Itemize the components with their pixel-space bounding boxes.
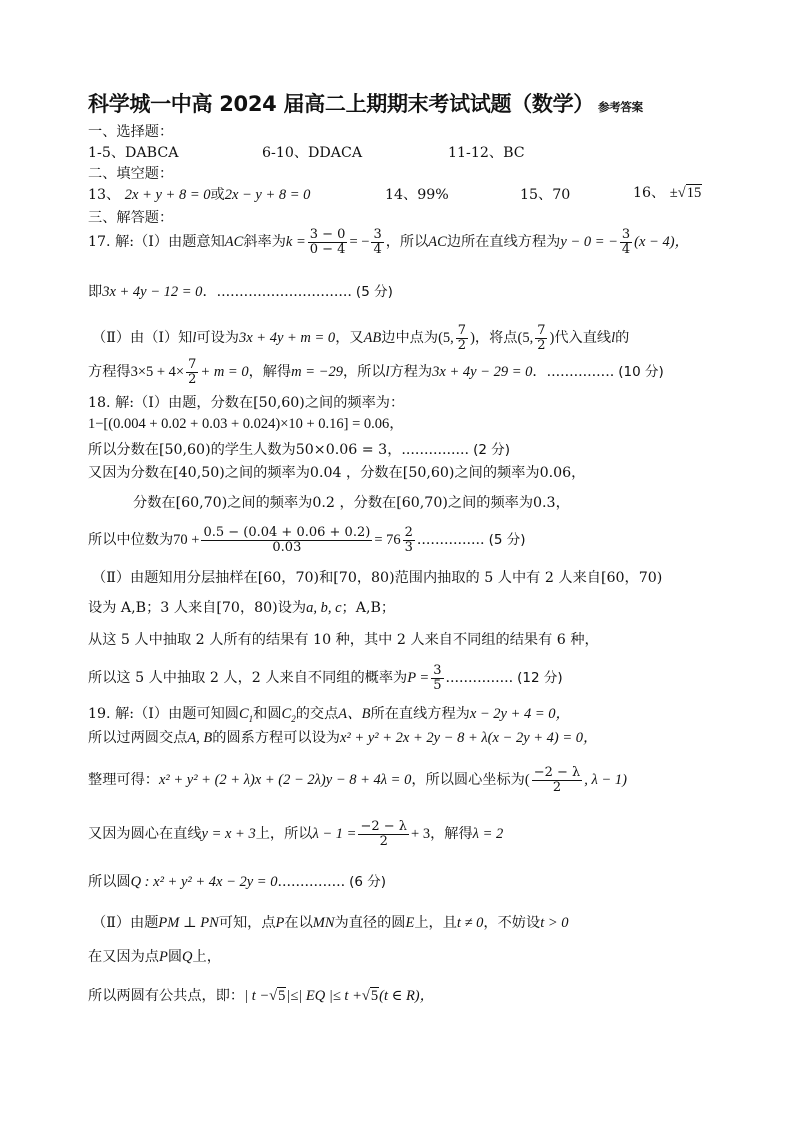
choice-answer-2: 6-10、DDACA — [262, 145, 363, 161]
q19-expr: x − 2y + 4 = 0， — [469, 706, 571, 722]
q17-text: ，解得 — [248, 364, 292, 381]
fill-answer-13 — [88, 184, 310, 204]
q17-text: 边所在直线方程为 — [446, 234, 561, 251]
numerator: −2 − λ — [533, 765, 581, 780]
q18-expr: 70 + — [173, 532, 200, 549]
q19-text: 上，且 — [414, 915, 457, 931]
q18-line-8 — [88, 597, 395, 617]
q19-expr: t > 0 — [540, 915, 569, 931]
denominator: 0 − 4 — [309, 241, 346, 257]
q18-line-6 — [88, 526, 525, 554]
q17-text: 17. 解:（Ⅰ）由题意知 — [88, 234, 225, 251]
q19-expr: PM ⊥ PN — [158, 915, 219, 931]
q17-var: l — [611, 330, 616, 347]
section-solve-heading: 三、解答题： — [88, 210, 174, 226]
q17-expr: (5, — [517, 330, 534, 347]
q19-text: 所以过两圆交点 — [88, 730, 188, 746]
q19-text: ，解得 — [430, 826, 473, 843]
numerator: 7 — [457, 323, 467, 338]
q19-text: 圆 — [167, 949, 183, 965]
numerator: 3 — [433, 663, 442, 678]
q17-text: 的 — [615, 330, 630, 347]
q19-var: Q — [182, 949, 193, 965]
denominator: 3 — [404, 539, 413, 555]
choice-answer-3: 11-12、BC — [448, 145, 525, 161]
q19-text: 所以圆 — [88, 874, 131, 890]
q17-var: AC — [428, 234, 447, 251]
q17-text: ，将点 — [474, 330, 518, 347]
q19-var: MN — [312, 915, 335, 931]
q19-var: P — [158, 949, 168, 965]
fill-16-label: 16、 — [633, 185, 666, 201]
q17-text: 代入直线 — [554, 330, 612, 347]
q17-text: 方程为 — [389, 364, 433, 381]
q19-text: 上， — [192, 949, 221, 965]
q19-text: ，所以圆心坐标为 — [411, 772, 525, 789]
q19-var: E — [405, 915, 415, 931]
fill-13-expr1: 2x + y + 8 = 0 — [124, 187, 211, 203]
numerator: 3 — [621, 227, 631, 242]
denominator: 0.03 — [272, 539, 302, 555]
q17-expr: ) — [470, 330, 475, 347]
q18-line-2: 1−[(0.004 + 0.02 + 0.03 + 0.024)×10 + 0.16] = 0.06， — [88, 416, 404, 432]
title-suffix: 参考答案 — [597, 100, 643, 114]
score-badge: (5 分) — [488, 532, 526, 549]
q17-text: （Ⅱ）由（Ⅰ）知 — [92, 330, 193, 347]
q19-var: A、B — [338, 706, 371, 722]
dots: ．............... — [532, 364, 615, 381]
q19-text: 又因为圆心在直线 — [88, 826, 202, 843]
q17-expr: 3x + 4y − 12 = 0 — [102, 284, 203, 300]
q19-var-letter: C — [238, 706, 249, 722]
q18-line-1: 18. 解:（Ⅰ）由题，分数在[50,60)之间的频率为： — [88, 395, 405, 411]
score-badge: (5 分) — [355, 284, 393, 300]
numerator: 7 — [537, 323, 546, 338]
title-main: 科学城一中高 2024 届高二上期期末考试试题（数学） — [88, 92, 594, 116]
dots: ............... — [416, 532, 485, 549]
sqrt-sign: √ — [361, 988, 370, 1004]
subscript-2: 2 — [291, 713, 296, 724]
q17-text: 可设为 — [196, 330, 239, 347]
numerator: 7 — [188, 357, 197, 372]
q19-sqrt-val: 5 — [370, 988, 379, 1004]
q17-var: l — [385, 364, 390, 381]
denominator: 4 — [373, 241, 382, 257]
q19-expr: | t − — [244, 988, 270, 1004]
q19-text: 在又因为点 — [88, 949, 159, 965]
q17-text: ，所以 — [385, 234, 429, 251]
q18-line-3 — [88, 438, 510, 459]
denominator: 2 — [188, 371, 197, 387]
q19-text: 和圆 — [253, 706, 282, 722]
q17-expr: = − — [349, 234, 370, 251]
q18-expr: P = — [407, 670, 430, 687]
subscript-1: 1 — [248, 713, 254, 724]
q19-expr: λ − 1 = — [312, 826, 357, 843]
q17-text: 方程得 — [88, 364, 131, 381]
q19-text: ，不妨设 — [483, 915, 541, 931]
q19-text: 整理可得： — [88, 772, 159, 789]
q19-expr: λ = 2 — [472, 826, 504, 843]
fraction — [308, 228, 348, 256]
q18-expr: a, b, c — [306, 600, 342, 616]
section-fill-heading: 二、填空题： — [88, 166, 174, 182]
dots: ............... — [445, 670, 514, 687]
dots: ............... — [277, 874, 346, 890]
q17-expr: ) — [549, 330, 555, 347]
fraction — [535, 324, 547, 352]
q19-line-5 — [88, 870, 386, 891]
q19-line-7 — [88, 946, 221, 966]
q17-expr: k = — [285, 234, 306, 251]
q19-expr: + 3 — [411, 826, 431, 843]
q19-text: 可知，点 — [218, 915, 276, 931]
fraction — [403, 526, 415, 554]
denominator: 2 — [457, 337, 467, 353]
q19-text: 上，所以 — [255, 826, 313, 843]
fraction — [371, 228, 383, 256]
fill-13-or: 或 — [210, 187, 225, 203]
score-badge: (12 分) — [517, 670, 563, 687]
fraction — [201, 526, 372, 554]
q18-line-10 — [88, 664, 563, 692]
sqrt-sign: √ — [269, 988, 278, 1004]
q19-var-letter: C — [281, 706, 292, 722]
q19-expr: (t ∈ R)， — [379, 988, 435, 1004]
sqrt-sign: √ — [677, 185, 686, 201]
fill-answer-16 — [633, 182, 702, 202]
q18-text: 所以分数在[50,60)的学生人数为50×0.06 = 3，............... — [88, 442, 470, 458]
score-badge: (2 分) — [473, 442, 510, 458]
fraction — [431, 664, 443, 692]
fraction — [186, 358, 198, 386]
q17-var: l — [192, 330, 197, 347]
q19-line-6 — [92, 912, 569, 932]
q19-var: A, B — [187, 730, 213, 746]
q19-text: 为直径的圆 — [334, 915, 406, 931]
q19-text: （Ⅱ）由题 — [92, 915, 159, 931]
q19-expr: x² + y² + 2x + 2y − 8 + λ(x − 2y + 4) = 0， — [340, 730, 598, 746]
denominator: 2 — [379, 833, 388, 849]
numerator: −2 − λ — [360, 819, 408, 834]
q18-line-5: 分数在[60,70)之间的频率为0.2 ，分数在[60,70)之间的频率为0.3， — [133, 495, 570, 511]
choice-answer-1: 1-5、DABCA — [88, 145, 179, 161]
q19-sqrt-val: 5 — [278, 988, 286, 1004]
q19-line-8 — [88, 984, 434, 1005]
q17-var: AC — [224, 234, 244, 251]
q17-expr: 3x + 4y + m = 0 — [238, 330, 336, 347]
q17-var: AB — [363, 330, 382, 347]
section-choice-heading: 一、选择题： — [88, 124, 174, 140]
numerator: 0.5 − (0.04 + 0.06 + 0.2) — [203, 525, 371, 540]
q18-expr: = 76 — [374, 532, 401, 549]
q17-line-4 — [88, 358, 664, 386]
q19-expr: ( — [524, 772, 530, 789]
q17-text: ，所以 — [342, 364, 386, 381]
q18-line-4: 又因为分数在[40,50)之间的频率为0.04 ，分数在[50,60)之间的频率为0.06， — [88, 465, 586, 481]
fill-13-label: 13、 — [88, 187, 121, 203]
fill-16-pm: ± — [669, 185, 678, 201]
q19-line-3 — [88, 766, 627, 794]
q19-text: 的交点 — [295, 706, 339, 722]
q17-line-3 — [92, 324, 629, 352]
fraction — [456, 324, 468, 352]
score-badge: (10 分) — [618, 364, 664, 381]
q18-text: ；A,B； — [341, 600, 396, 616]
q19-text: 19. 解:（Ⅰ）由题可知圆 — [88, 706, 239, 722]
q19-expr: , λ − 1) — [584, 772, 627, 789]
fill-answer-14: 14、99% — [385, 187, 449, 203]
q17-text: 斜率为 — [243, 234, 286, 251]
page-title — [88, 88, 643, 118]
q19-var: P — [275, 915, 285, 931]
numerator: 3 − 0 — [309, 227, 346, 242]
q19-var — [282, 706, 296, 722]
q19-text: 所在直线方程为 — [370, 706, 470, 722]
q19-line-1 — [88, 702, 570, 724]
denominator: 5 — [433, 677, 442, 693]
numerator: 2 — [404, 525, 413, 540]
q17-expr: y − 0 = − — [560, 234, 618, 251]
q19-expr: t ≠ 0 — [456, 915, 484, 931]
q19-text: 所以两圆有公共点，即： — [88, 988, 245, 1004]
numerator: 3 — [373, 227, 382, 242]
dots: ．.............................. — [202, 284, 352, 300]
q18-text: 所以这 5 人中抽取 2 人，2 人来自不同组的概率为 — [88, 670, 408, 687]
q17-text: 即 — [88, 284, 103, 300]
q19-expr: Q : x² + y² + 4x − 2y = 0 — [130, 874, 278, 890]
q17-expr: + m = 0 — [200, 364, 249, 381]
denominator: 4 — [621, 241, 631, 257]
q18-text: 设为 A,B；3 人来自[70，80)设为 — [88, 600, 307, 616]
fill-answer-15: 15、70 — [520, 187, 571, 203]
q17-text: 边中点为 — [381, 330, 439, 347]
q18-text: 所以中位数为 — [88, 532, 174, 549]
q19-text: 在以 — [284, 915, 313, 931]
q19-expr: y = x + 3 — [201, 826, 256, 843]
q17-line-1 — [88, 228, 689, 256]
q19-var — [239, 706, 253, 722]
score-badge: (6 分) — [349, 874, 387, 890]
q19-expr: |≤| EQ |≤ t + — [286, 988, 362, 1004]
denominator: 2 — [537, 337, 546, 353]
q17-expr: (x − 4)， — [634, 234, 690, 251]
q17-line-2 — [88, 280, 393, 301]
q17-expr: 3×5 + 4× — [130, 364, 185, 381]
q17-expr: 3x + 4y − 29 = 0 — [432, 364, 533, 381]
q17-expr: (5, — [438, 330, 454, 347]
fill-13-expr2: 2x − y + 8 = 0 — [224, 187, 311, 203]
denominator: 2 — [552, 779, 562, 795]
q18-line-9: 从这 5 人中抽取 2 人所有的结果有 10 种，其中 2 人来自不同组的结果有 6 种， — [88, 632, 599, 648]
fraction — [532, 766, 583, 794]
fill-16-val: 15 — [686, 185, 702, 201]
fraction — [620, 228, 632, 256]
q19-line-4 — [88, 820, 503, 848]
q18-line-7: （Ⅱ）由题知用分层抽样在[60，70)和[70，80)范围内抽取的 5 人中有 2 人来自[60，70) — [92, 570, 663, 586]
q19-expr: x² + y² + (2 + λ)x + (2 − 2λ)y − 8 + 4λ = 0 — [158, 772, 412, 789]
fraction — [358, 820, 409, 848]
q17-text: ，又 — [335, 330, 364, 347]
q19-line-2 — [88, 726, 598, 747]
q17-expr: m = −29 — [291, 364, 343, 381]
q19-text: 的圆系方程可以设为 — [212, 730, 340, 746]
